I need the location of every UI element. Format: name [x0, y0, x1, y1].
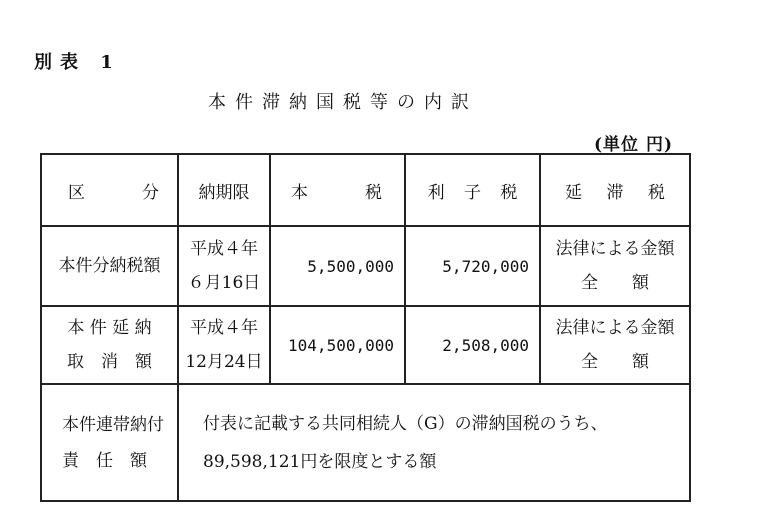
table-row: [41, 306, 690, 384]
row-late-tax: [540, 306, 690, 384]
row-interest-amount: 2,508,000: [405, 306, 540, 384]
header-category: [41, 154, 178, 226]
joint-description-line: 付表に記載する共同相続人（G）の滞納国税のうち、: [203, 413, 608, 434]
row-due-date: [178, 226, 270, 306]
joint-liability-description: [178, 384, 690, 501]
row-due-date-line: ６月16日: [187, 273, 261, 293]
appendix-heading: 別表 1: [34, 52, 121, 73]
row-due-date: [178, 306, 270, 384]
row-category-line: 本 件 延 納: [67, 318, 152, 338]
joint-liability-category: [41, 384, 178, 501]
header-interest-tax: [405, 154, 540, 226]
unit-label: (単位 円): [594, 135, 674, 155]
row-category-line: 取 消 額: [67, 352, 152, 372]
row-principal-amount: 104,500,000: [270, 306, 405, 384]
row-category: [41, 306, 178, 384]
row-category: [41, 226, 178, 306]
header-due-date: 納期限: [178, 154, 270, 226]
header-principal-tax: [270, 154, 405, 226]
header-late-char: 税: [647, 182, 665, 203]
joint-description-line: 89,598,121円を限度とする額: [203, 451, 437, 472]
header-interest-char: 子: [463, 182, 481, 203]
header-late-char: 延: [565, 182, 583, 203]
row-late-line: 法律による金額: [555, 318, 675, 338]
row-due-date-line: 平成４年: [190, 318, 258, 338]
header-interest-char: 税: [500, 182, 518, 203]
table-header-row: [41, 154, 690, 226]
header-principal-char: 税: [365, 182, 382, 203]
header-late-tax: [540, 154, 690, 226]
row-late-line: 全 額: [581, 352, 649, 372]
joint-category-line: 責 任 額: [62, 450, 147, 471]
table-row: [41, 384, 690, 501]
row-due-date-line: 平成４年: [190, 239, 258, 259]
page-title: 本件滞納国税等の内訳: [208, 92, 478, 113]
table-row: [41, 226, 690, 306]
row-principal-amount: 5,500,000: [270, 226, 405, 306]
header-interest-char: 利: [427, 182, 445, 203]
tax-breakdown-table: [40, 153, 691, 502]
row-due-date-line: 12月24日: [185, 352, 263, 372]
header-late-char: 滞: [606, 182, 624, 203]
row-category-line: 本件分納税額: [58, 256, 161, 276]
header-category-char: 区: [68, 182, 85, 203]
row-late-line: 法律による金額: [555, 239, 675, 259]
row-late-tax: [540, 226, 690, 306]
header-principal-char: 本: [291, 182, 308, 203]
header-category-char: 分: [142, 182, 159, 203]
row-late-line: 全 額: [581, 273, 649, 293]
joint-category-line: 本件連帯納付: [62, 414, 164, 435]
row-interest-amount: 5,720,000: [405, 226, 540, 306]
